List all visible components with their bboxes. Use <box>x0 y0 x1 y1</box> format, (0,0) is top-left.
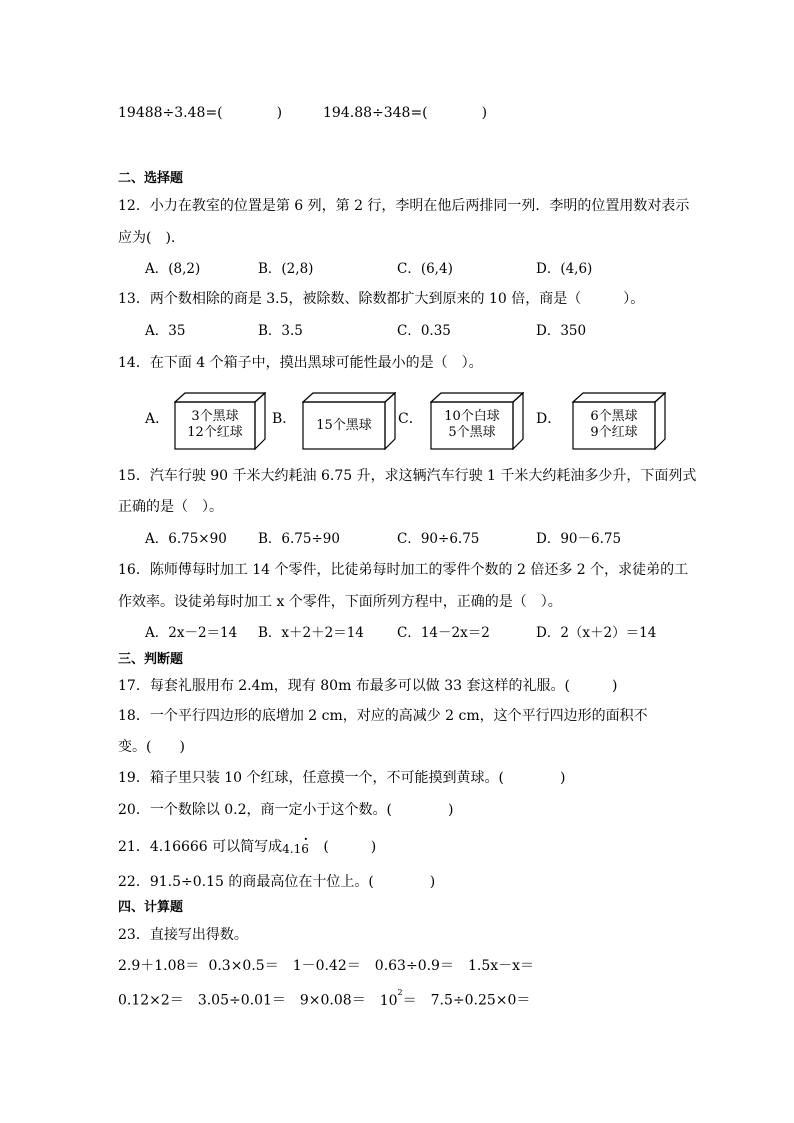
q14-line1: 14．在下面 4 个箱子中，摸出黑球可能性最小的是（ ）。 <box>118 355 483 371</box>
section-title-choice: 二、选择题 <box>118 171 184 186</box>
q19-line1: 19．箱子里只装 10 个红球，任意摸一个，不可能摸到黄球。( ) <box>118 770 566 786</box>
expr-2-close: ) <box>481 105 488 121</box>
q14-box-b[interactable] <box>302 392 396 450</box>
q16-option-b[interactable]: B．x＋2＋2＝14 <box>258 625 364 641</box>
q13-option-a[interactable]: A．35 <box>145 323 186 339</box>
q21-repeating-decimal: 4.16 · <box>282 832 309 856</box>
box-c-line1: 10个白球 <box>444 409 500 424</box>
q15-option-c[interactable]: C．90÷6.75 <box>397 531 480 547</box>
box-d-line1: 6个黑球 <box>590 409 638 424</box>
q12-option-b[interactable]: B．(2,8) <box>258 261 314 277</box>
q15-option-a[interactable]: A．6.75×90 <box>145 531 227 547</box>
q23-row1 <box>118 957 534 975</box>
q23-line1: 23．直接写出得数。 <box>118 927 248 943</box>
box-a-line2: 12个红球 <box>187 425 243 440</box>
calc-item: 0.12×2＝ <box>118 992 184 1009</box>
box-b-line1: 15个黑球 <box>316 418 372 433</box>
q21-prefix: 21．4.16666 可以简写成 <box>118 839 283 855</box>
calc-item: 2.9＋1.08＝ <box>118 958 200 974</box>
section-title-judge: 三、判断题 <box>118 652 184 667</box>
q16-option-a[interactable]: A．2x－2＝14 <box>145 625 238 641</box>
q16-line1: 16．陈师傅每时加工 14 个零件，比徒弟每时加工的零件个数的 2 倍还多 2 个，求徒弟的工 <box>118 562 689 578</box>
q14-box-d[interactable] <box>572 392 666 450</box>
q12-line2: 应为( ). <box>118 230 176 246</box>
q13-option-b[interactable]: B．3.5 <box>258 323 303 339</box>
section-title-calc: 四、计算题 <box>118 900 184 915</box>
q14-box-b-label[interactable]: B． <box>272 411 297 427</box>
calc-item: 0.63÷0.9＝ <box>374 958 454 974</box>
q15-option-b[interactable]: B．6.75÷90 <box>258 531 340 547</box>
power-exponent: 2 <box>397 988 403 997</box>
q17-line1: 17．每套礼服用布 2.4m，现有 80m 布最多可以做 33 套这样的礼服。( ) <box>118 678 618 694</box>
q16-option-d[interactable]: D．2（x＋2）＝14 <box>536 625 657 641</box>
expr-1-close: ) <box>276 105 283 121</box>
q12-option-a[interactable]: A．(8,2) <box>145 261 201 277</box>
top-expression-line <box>118 104 487 122</box>
box-d-line2: 9个红球 <box>590 425 638 440</box>
q23-row2 <box>118 988 530 1010</box>
q21-line <box>118 832 377 856</box>
repeat-dot-icon: · <box>303 832 308 846</box>
q12-option-d[interactable]: D．(4,6) <box>536 261 593 277</box>
calc-item: 1.5x－x＝ <box>467 958 535 974</box>
q15-option-d[interactable]: D．90－6.75 <box>536 531 622 547</box>
q16-line2: 作效率。设徒弟每时加工 x 个零件，下面所列方程中，正确的是（ ）。 <box>118 594 562 610</box>
q13-line1: 13．两个数相除的商是 3.5，被除数、除数都扩大到原来的 10 倍，商是（ ）。 <box>118 291 645 307</box>
q14-box-c-label[interactable]: C． <box>398 411 423 427</box>
q14-box-a-label[interactable]: A． <box>145 411 170 427</box>
q20-line1: 20．一个数除以 0.2，商一定小于这个数。( ) <box>118 802 454 818</box>
q14-box-a[interactable] <box>174 392 266 450</box>
box-c-line2: 5个黑球 <box>448 425 496 440</box>
q12-line1: 12．小力在教室的位置是第 6 列，第 2 行，李明在他后两排同一列．李明的位置用数对表示 <box>118 198 690 214</box>
q13-option-c[interactable]: C．0.35 <box>397 323 451 339</box>
q21-suffix: ( ) <box>323 839 377 855</box>
calc-item: 7.5÷0.25×0＝ <box>430 992 531 1009</box>
calc-item: 9×0.08＝ <box>299 992 366 1009</box>
q18-line1: 18．一个平行四边形的底增加 2 cm，对应的高减少 2 cm，这个平行四边形的面积不 <box>118 708 648 724</box>
calc-item: 3.05÷0.01＝ <box>197 992 286 1009</box>
q22-line1: 22．91.5÷0.15 的商最高位在十位上。( ) <box>118 874 436 890</box>
calc-item: 0.3×0.5＝ <box>208 958 279 974</box>
calc-power-item: $10^2=$ <box>379 988 417 1009</box>
expr-2: 194.88÷348=( <box>323 105 428 121</box>
q18-line2: 变。( ) <box>118 739 185 755</box>
q13-option-d[interactable]: D．350 <box>536 323 587 339</box>
q12-option-c[interactable]: C．(6,4) <box>397 261 453 277</box>
q14-box-d-label[interactable]: D． <box>536 411 562 427</box>
q15-line2: 正确的是（ ）。 <box>118 499 223 515</box>
calc-item: 1－0.42＝ <box>292 958 361 974</box>
q15-line1: 15．汽车行驶 90 千米大约耗油 6.75 升，求这辆汽车行驶 1 千米大约耗油多少升，下面列式 <box>118 468 697 484</box>
q16-option-c[interactable]: C．14－2x＝2 <box>397 625 490 641</box>
expr-1: 19488÷3.48=( <box>118 105 223 121</box>
q14-box-c[interactable] <box>430 392 524 450</box>
box-a-line1: 3个黑球 <box>191 409 239 424</box>
